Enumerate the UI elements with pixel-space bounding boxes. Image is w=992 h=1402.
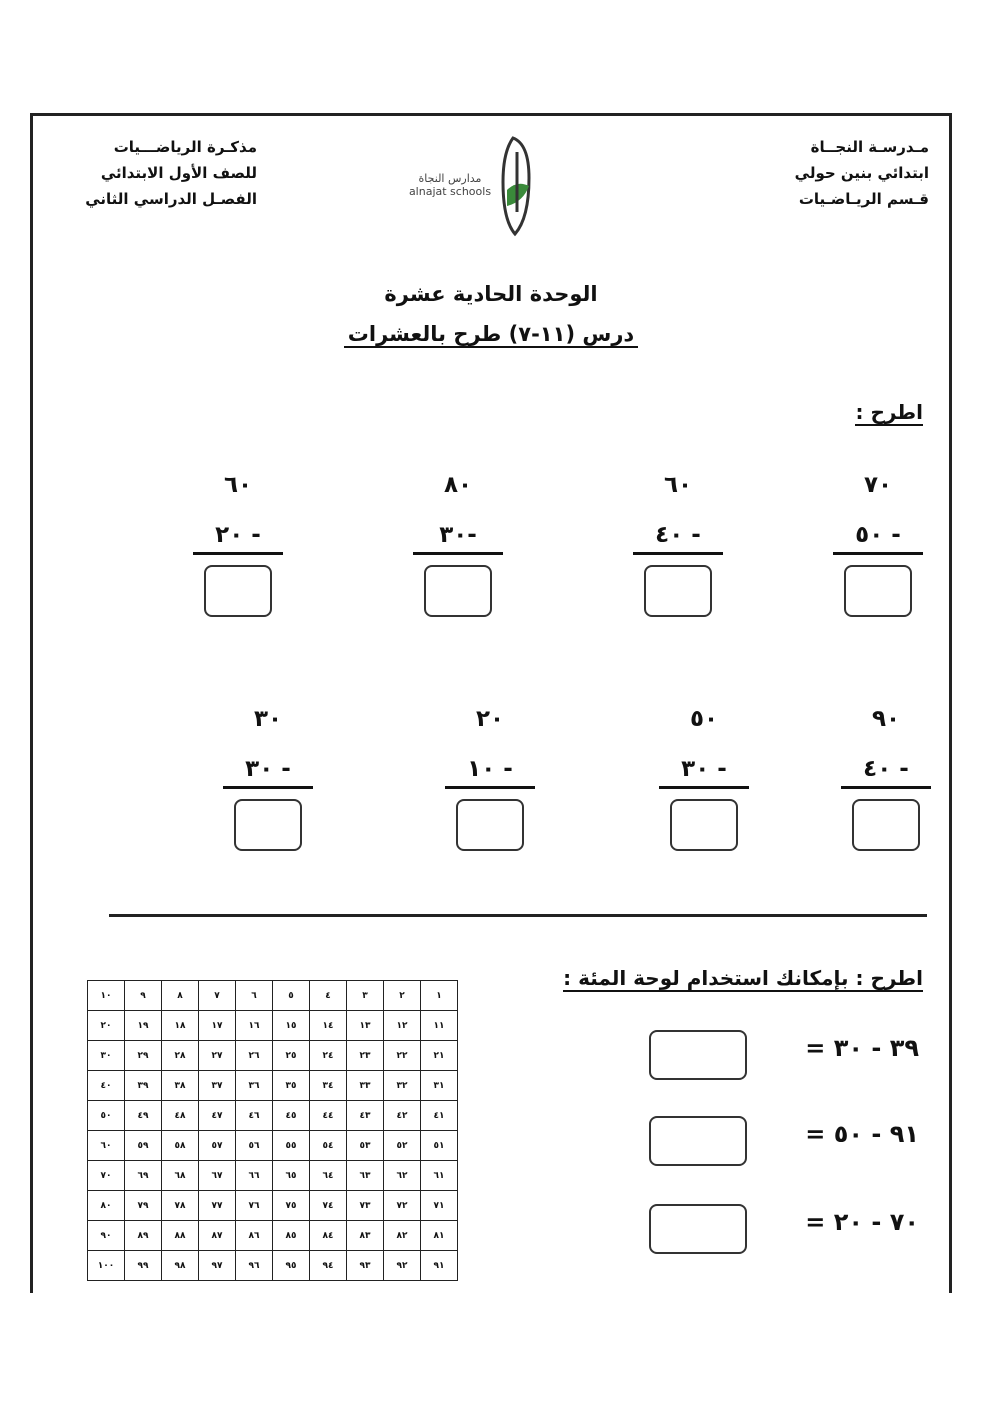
hundred-chart-cell: ١٦ [236, 1011, 273, 1041]
equation-text: ٩١ - ٥٠ = [805, 1120, 919, 1148]
hundred-chart-cell: ١١ [421, 1011, 458, 1041]
hundred-chart-cell: ٩٠ [88, 1221, 125, 1251]
answer-box[interactable] [670, 799, 738, 851]
hundred-chart-cell: ٣٤ [310, 1071, 347, 1101]
hundred-chart-cell: ٨٥ [273, 1221, 310, 1251]
minuend: ٣٠ [253, 706, 283, 732]
minuend: ٦٠ [663, 472, 693, 498]
hundred-chart-cell: ١٢ [384, 1011, 421, 1041]
answer-box[interactable] [649, 1204, 747, 1254]
hundred-chart-cell: ٤٢ [384, 1101, 421, 1131]
hundred-chart-cell: ٧٥ [273, 1191, 310, 1221]
lesson-title: درس (١١-٧) طرح بالعشرات [33, 322, 949, 346]
minuend: ٩٠ [871, 706, 901, 732]
problem [413, 468, 503, 617]
subtrahend: ٢٠ - [193, 518, 283, 555]
subtrahend: ٤٠ - [841, 752, 931, 789]
subtrahend: ٣٠ - [659, 752, 749, 789]
semester: الفصـل الدراسي الثاني [85, 190, 257, 208]
subtract-label: اطرح : [855, 400, 923, 424]
hundred-chart-cell: ٢ [384, 981, 421, 1011]
hundred-chart-cell: ٨٢ [384, 1221, 421, 1251]
hundred-chart-cell: ١٣ [347, 1011, 384, 1041]
minuend: ٨٠ [443, 472, 473, 498]
hundred-chart-cell: ٩٣ [347, 1251, 384, 1281]
hundred-chart-cell: ٨٧ [199, 1221, 236, 1251]
problem [223, 702, 313, 851]
hundred-chart-cell: ٧٨ [162, 1191, 199, 1221]
hundred-chart-cell: ٨٩ [125, 1221, 162, 1251]
hundred-chart-cell: ٨٠ [88, 1191, 125, 1221]
school-name: مـدرسـة النجــاة [810, 138, 929, 156]
hundred-chart-cell: ١٨ [162, 1011, 199, 1041]
hundred-chart-cell: ٢٧ [199, 1041, 236, 1071]
hundred-chart-cell: ٧ [199, 981, 236, 1011]
hundred-chart-cell: ٢٥ [273, 1041, 310, 1071]
hundred-chart-cell: ٣٧ [199, 1071, 236, 1101]
hundred-chart-cell: ١٠ [88, 981, 125, 1011]
hundred-chart-cell: ٢١ [421, 1041, 458, 1071]
subtrahend: ٤٠ - [633, 518, 723, 555]
problem [445, 702, 535, 851]
hundred-chart-cell: ٥٧ [199, 1131, 236, 1161]
problem [659, 702, 749, 851]
hundred-chart-cell: ٣٩ [125, 1071, 162, 1101]
answer-box[interactable] [844, 565, 912, 617]
equation [649, 1204, 919, 1256]
minuend: ٢٠ [475, 706, 505, 732]
hundred-chart-cell: ٧٦ [236, 1191, 273, 1221]
hundred-chart-cell: ٦ [236, 981, 273, 1011]
hundred-chart-cell: ١ [421, 981, 458, 1011]
hundred-chart-cell: ٩٥ [273, 1251, 310, 1281]
school-branch: ابتدائي بنين حولي [794, 164, 929, 182]
hundred-chart-cell: ٣٦ [236, 1071, 273, 1101]
hundred-chart-cell: ٨٦ [236, 1221, 273, 1251]
hundred-chart-cell: ٢٩ [125, 1041, 162, 1071]
answer-box[interactable] [644, 565, 712, 617]
hundred-chart-cell: ٧٣ [347, 1191, 384, 1221]
hundred-chart-cell: ٧٩ [125, 1191, 162, 1221]
hundred-chart-row [88, 981, 458, 1011]
hundred-chart-row [88, 1101, 458, 1131]
hundred-chart-cell: ٤٥ [273, 1101, 310, 1131]
hundred-chart-row [88, 1251, 458, 1281]
hundred-chart-cell: ٩١ [421, 1251, 458, 1281]
hundred-chart-row [88, 1071, 458, 1101]
hundred-chart-row [88, 1191, 458, 1221]
hundred-chart-cell: ١٠٠ [88, 1251, 125, 1281]
hundred-chart-cell: ٥٦ [236, 1131, 273, 1161]
answer-box[interactable] [234, 799, 302, 851]
hundred-chart-cell: ٧٠ [88, 1161, 125, 1191]
school-info [795, 134, 929, 212]
minuend: ٧٠ [863, 472, 893, 498]
notes-title: مذكـرة الرياضـــيات [113, 138, 257, 156]
equation-text: ٣٩ - ٣٠ = [805, 1034, 919, 1062]
problem [633, 468, 723, 617]
hundred-chart-cell: ٦٠ [88, 1131, 125, 1161]
hundred-chart-cell: ٢٨ [162, 1041, 199, 1071]
hundred-chart-cell: ٦٨ [162, 1161, 199, 1191]
hundred-chart-cell: ٨ [162, 981, 199, 1011]
hundred-chart-cell: ٢٠ [88, 1011, 125, 1041]
hundred-chart-cell: ٣٥ [273, 1071, 310, 1101]
logo-text: مدارس النجاة alnajat schools [408, 172, 492, 198]
hundred-chart-cell: ٢٤ [310, 1041, 347, 1071]
hundred-chart-cell: ٩٢ [384, 1251, 421, 1281]
notes-info [67, 134, 257, 212]
problem [833, 468, 923, 617]
hundred-chart-cell: ٥٠ [88, 1101, 125, 1131]
hundred-chart-cell: ٤ [310, 981, 347, 1011]
hundred-chart-cell: ٨١ [421, 1221, 458, 1251]
hundred-chart-cell: ٤٠ [88, 1071, 125, 1101]
department: قـسم الريـاضـيات [798, 190, 929, 208]
hundred-chart-row [88, 1161, 458, 1191]
hundred-chart-row [88, 1221, 458, 1251]
hundred-chart-cell: ٣١ [421, 1071, 458, 1101]
hundred-chart-cell: ٦٩ [125, 1161, 162, 1191]
grade: للصف الأول الابتدائي [100, 164, 257, 182]
unit-title: الوحدة الحادية عشرة [384, 282, 598, 306]
hundred-chart-cell: ٧٤ [310, 1191, 347, 1221]
hundred-chart-cell: ٢٢ [384, 1041, 421, 1071]
hundred-chart-row [88, 1011, 458, 1041]
hundred-chart-cell: ١٤ [310, 1011, 347, 1041]
hundred-chart [87, 980, 458, 1281]
hundred-chart-cell: ٥٢ [384, 1131, 421, 1161]
subtrahend: ١٠ - [445, 752, 535, 789]
hundred-chart-cell: ٤٦ [236, 1101, 273, 1131]
answer-box[interactable] [424, 565, 492, 617]
hundred-chart-cell: ١٧ [199, 1011, 236, 1041]
hundred-chart-cell: ٨٤ [310, 1221, 347, 1251]
hundred-chart-cell: ٣٢ [384, 1071, 421, 1101]
hundred-chart-cell: ٥ [273, 981, 310, 1011]
hundred-chart-cell: ٣٣ [347, 1071, 384, 1101]
answer-box[interactable] [649, 1116, 747, 1166]
problem [193, 468, 283, 617]
hundred-chart-cell: ٩ [125, 981, 162, 1011]
hundred-chart-cell: ١٥ [273, 1011, 310, 1041]
hundred-chart-cell: ٤٨ [162, 1101, 199, 1131]
hundred-chart-row [88, 1131, 458, 1161]
hundred-chart-cell: ٦٢ [384, 1161, 421, 1191]
hundred-chart-cell: ٩٦ [236, 1251, 273, 1281]
hundred-chart-cell: ٧٢ [384, 1191, 421, 1221]
hundred-chart-cell: ٤٧ [199, 1101, 236, 1131]
problem [841, 702, 931, 851]
hundred-chart-cell: ٥٥ [273, 1131, 310, 1161]
hundred-chart-cell: ٢٣ [347, 1041, 384, 1071]
equation-text: ٧٠ - ٢٠ = [805, 1208, 919, 1236]
hundred-chart-cell: ٧٧ [199, 1191, 236, 1221]
hundred-chart-instruction: اطرح : بإمكانك استخدام لوحة المئة : [563, 966, 923, 990]
answer-box[interactable] [204, 565, 272, 617]
hundred-chart-cell: ٥٩ [125, 1131, 162, 1161]
school-logo [395, 130, 555, 240]
hundred-chart-cell: ٣٨ [162, 1071, 199, 1101]
hundred-chart-cell: ٢٦ [236, 1041, 273, 1071]
section-divider [109, 914, 927, 917]
subtrahend: ٣٠- [413, 518, 503, 555]
worksheet [30, 113, 952, 1293]
hundred-chart-cell: ٤١ [421, 1101, 458, 1131]
subtrahend: ٥٠ - [833, 518, 923, 555]
equation [649, 1116, 919, 1168]
hundred-chart-cell: ٦١ [421, 1161, 458, 1191]
hundred-chart-cell: ٩٤ [310, 1251, 347, 1281]
hundred-chart-cell: ٦٧ [199, 1161, 236, 1191]
hundred-chart-cell: ٦٣ [347, 1161, 384, 1191]
equation [649, 1030, 919, 1082]
answer-box[interactable] [852, 799, 920, 851]
hundred-chart-cell: ٦٤ [310, 1161, 347, 1191]
minuend: ٦٠ [223, 472, 253, 498]
hundred-chart-cell: ٥٣ [347, 1131, 384, 1161]
minuend: ٥٠ [689, 706, 719, 732]
hundred-chart-cell: ٤٩ [125, 1101, 162, 1131]
hundred-chart-cell: ٦٥ [273, 1161, 310, 1191]
hundred-chart-cell: ٣٠ [88, 1041, 125, 1071]
answer-box[interactable] [456, 799, 524, 851]
hundred-chart-cell: ٦٦ [236, 1161, 273, 1191]
hundred-chart-cell: ٤٣ [347, 1101, 384, 1131]
hundred-chart-cell: ٤٤ [310, 1101, 347, 1131]
hundred-chart-cell: ١٩ [125, 1011, 162, 1041]
hundred-chart-cell: ٩٨ [162, 1251, 199, 1281]
hundred-chart-cell: ٨٨ [162, 1221, 199, 1251]
hundred-chart-cell: ٨٣ [347, 1221, 384, 1251]
hundred-chart-row [88, 1041, 458, 1071]
subtrahend: ٣٠ - [223, 752, 313, 789]
hundred-chart-cell: ٩٧ [199, 1251, 236, 1281]
hundred-chart-cell: ٥٨ [162, 1131, 199, 1161]
hundred-chart-cell: ٩٩ [125, 1251, 162, 1281]
hundred-chart-cell: ٣ [347, 981, 384, 1011]
answer-box[interactable] [649, 1030, 747, 1080]
hundred-chart-cell: ٥١ [421, 1131, 458, 1161]
hundred-chart-cell: ٧١ [421, 1191, 458, 1221]
hundred-chart-cell: ٥٤ [310, 1131, 347, 1161]
